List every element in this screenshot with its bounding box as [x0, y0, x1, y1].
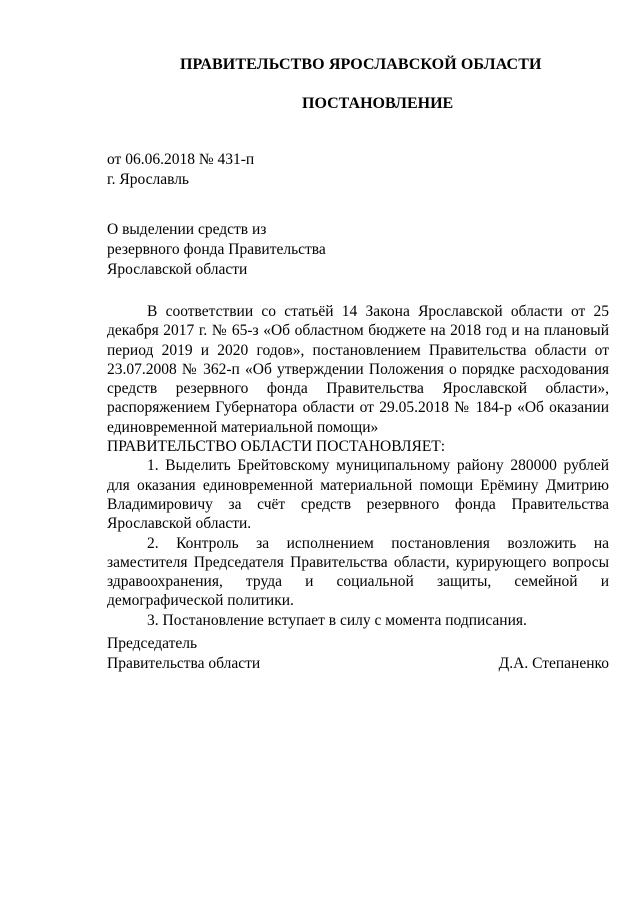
- date-number: от 06.06.2018 № 431-п: [107, 151, 255, 168]
- city: г. Ярославль: [107, 171, 189, 188]
- organization-title: ПРАВИТЕЛЬСТВО ЯРОСЛАВСКОЙ ОБЛАСТИ: [180, 56, 542, 73]
- item-2-paragraph: 2. Контроль за исполнением постановления возложить на заместителя Председателя Правительства области, курирующего вопросы здравоохранения, труда и социальной защиты, семейной и демографической политики.: [107, 534, 609, 610]
- subject-line-3: Ярославской области: [107, 261, 248, 278]
- subject-line-2: резервного фонда Правительства: [107, 241, 326, 258]
- signature-block: [107, 634, 609, 674]
- signer-name: Д.А. Степаненко: [498, 655, 609, 672]
- item-1-paragraph: 1. Выделить Брейтовскому муниципальному району 280000 рублей для оказания единовременной материальной помощи Ерёмину Дмитрию Владимировичу за счёт средств резервного фонда Правительства Ярославской области.: [107, 457, 609, 533]
- signer-title-line-2: Правительства области: [107, 655, 261, 672]
- signer-title-line-1: Председатель: [107, 635, 198, 652]
- item-3-paragraph: 3. Постановление вступает в силу с момента подписания.: [147, 611, 527, 629]
- preamble-paragraph: В соответствии со статьёй 14 Закона Ярославской области от 25 декабря 2017 г. № 65-з «Об областном бюджете на 2018 год и на плановый период 2019 и 2020 годов», постановлением Правительства области от 23.07.2008 № 362-п «Об утверждении Положения о порядке расходования средств резервного фонда Правительства Ярославской области», распоряжением Губернатора области от 29.05.2018 № 184-р «Об оказании единовременной материальной помощи»: [107, 303, 609, 436]
- declaration-line: ПРАВИТЕЛЬСТВО ОБЛАСТИ ПОСТАНОВЛЯЕТ:: [107, 438, 446, 456]
- document-body: [107, 302, 609, 630]
- signature-row: [107, 654, 609, 674]
- document-meta: [107, 150, 254, 190]
- document-type-title: ПОСТАНОВЛЕНИЕ: [302, 95, 454, 112]
- document-subject: [107, 220, 326, 280]
- subject-line-1: О выделении средств из: [107, 221, 267, 238]
